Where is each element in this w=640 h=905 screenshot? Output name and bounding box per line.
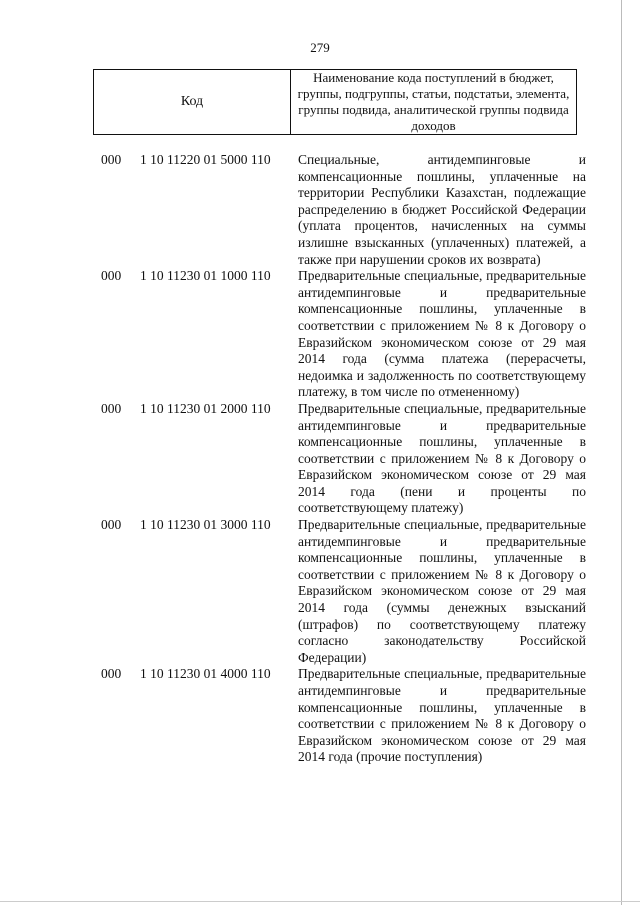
entry-revenue-code: 1 10 11230 01 1000 110 bbox=[140, 268, 271, 284]
header-name-column: Наименование кода поступлений в бюджет, группы, подгруппы, статьи, подстатьи, элемента, группы подвида, аналитической группы подвида доходов bbox=[297, 70, 570, 133]
list-item bbox=[0, 268, 640, 401]
entry-description: Предварительные специальные, предварительные антидемпинговые и предварительные компенсационные пошлины, уплаченные в соответствии с приложением № 8 к Договору о Евразийском экономическом союзе от 29 мая 2014 года (прочие поступления) bbox=[298, 666, 586, 765]
entry-admin-code: 000 bbox=[101, 666, 122, 682]
list-item bbox=[0, 517, 640, 666]
list-item bbox=[0, 666, 640, 766]
entry-admin-code: 000 bbox=[101, 268, 122, 284]
entries-list bbox=[0, 152, 640, 766]
list-item bbox=[0, 152, 640, 268]
entry-admin-code: 000 bbox=[101, 152, 122, 167]
entry-admin-code: 000 bbox=[101, 400, 122, 416]
entry-revenue-code: 1 10 11230 01 2000 110 bbox=[140, 400, 271, 416]
table-header bbox=[93, 69, 577, 135]
entry-admin-code: 000 bbox=[101, 517, 122, 533]
scan-bottom-line bbox=[0, 901, 640, 902]
page-number: 279 bbox=[310, 40, 330, 55]
entry-description: Специальные, антидемпинговые и компенсационные пошлины, уплаченные на территории Республики Казахстан, подлежащие распределению в бюджет Российской Федерации (уплата процентов, начисленных на суммы излишне взысканных (уплаченных) платежей, а также при нарушении сроков их возврата) bbox=[298, 152, 586, 267]
entry-description: Предварительные специальные, предварительные антидемпинговые и предварительные компенсационные пошлины, уплаченные в соответствии с приложением № 8 к Договору о Евразийском экономическом союзе от 29 мая 2014 года (пени и проценты по соответствующему платежу) bbox=[298, 400, 586, 516]
header-code-column: Код bbox=[94, 70, 291, 134]
entry-description: Предварительные специальные, предварительные антидемпинговые и предварительные компенсационные пошлины, уплаченные в соответствии с приложением № 8 к Договору о Евразийском экономическом союзе от 29 мая 2014 года (суммы денежных взысканий (штрафов) по соответствующему платежу согласно законодательству Российской Федерации) bbox=[298, 517, 586, 665]
entry-revenue-code: 1 10 11230 01 4000 110 bbox=[140, 666, 271, 682]
entry-description: Предварительные специальные, предварительные антидемпинговые и предварительные компенсационные пошлины, уплаченные в соответствии с приложением № 8 к Договору о Евразийском экономическом союзе от 29 мая 2014 года (сумма платежа (перерасчеты, недоимка и задолженность по соответствующему платежу, в том числе по отмененному) bbox=[298, 268, 586, 400]
entry-revenue-code: 1 10 11220 01 5000 110 bbox=[140, 152, 271, 167]
entry-revenue-code: 1 10 11230 01 3000 110 bbox=[140, 517, 271, 533]
list-item bbox=[0, 401, 640, 517]
scan-edge-line bbox=[621, 0, 622, 905]
